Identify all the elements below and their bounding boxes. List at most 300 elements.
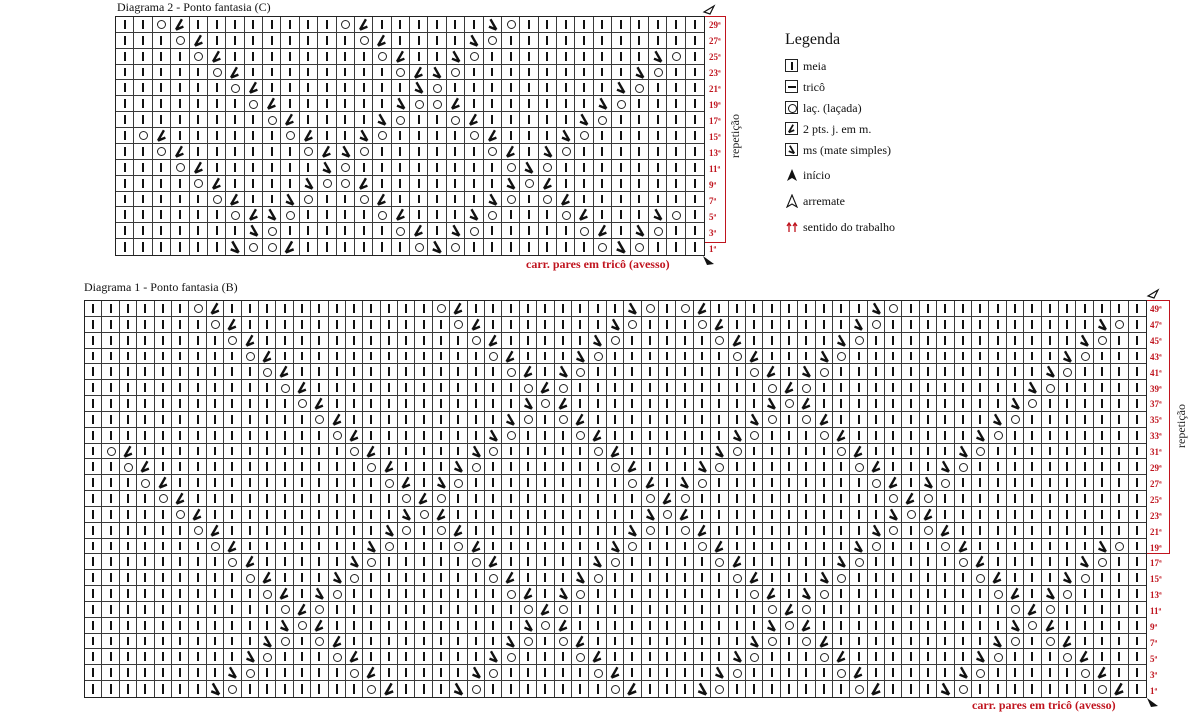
meia-icon — [972, 681, 989, 697]
meia-icon — [885, 649, 902, 665]
ms-icon — [485, 649, 502, 665]
ms-icon — [363, 539, 380, 555]
meia-icon — [428, 207, 446, 223]
meia-icon — [329, 317, 346, 333]
lacada-icon — [555, 412, 572, 428]
meia-icon — [484, 176, 502, 192]
meia-icon — [649, 144, 667, 160]
meia-icon — [281, 80, 299, 96]
meia-icon — [311, 523, 328, 539]
lacada-icon — [572, 586, 589, 602]
meia-icon — [1129, 317, 1146, 333]
meia-icon — [226, 33, 244, 49]
meia-icon — [989, 507, 1006, 523]
two-together-icon — [555, 396, 572, 412]
meia-icon — [155, 634, 172, 650]
ms-icon — [520, 396, 537, 412]
meia-icon — [120, 317, 137, 333]
meia-icon — [642, 586, 659, 602]
meia-icon — [833, 602, 850, 618]
meia-icon — [1042, 649, 1059, 665]
meia-icon — [447, 176, 465, 192]
meia-icon — [746, 618, 763, 634]
lacada-icon — [224, 333, 241, 349]
meia-icon — [207, 349, 224, 365]
meia-icon — [137, 665, 154, 681]
two-together-icon — [373, 33, 391, 49]
lacada-icon — [589, 570, 606, 586]
meia-icon — [686, 176, 704, 192]
meia-icon — [537, 301, 554, 317]
meia-icon — [346, 602, 363, 618]
two-together-icon — [153, 128, 171, 144]
meia-icon — [816, 444, 833, 460]
meia-icon — [989, 317, 1006, 333]
meia-icon — [937, 634, 954, 650]
meia-icon — [85, 681, 102, 697]
lacada-icon — [833, 570, 850, 586]
meia-icon — [363, 301, 380, 317]
two-together-icon — [207, 301, 224, 317]
meia-icon — [902, 380, 919, 396]
ms-icon — [465, 207, 483, 223]
meia-icon — [572, 459, 589, 475]
meia-icon — [300, 96, 318, 112]
meia-icon — [134, 207, 152, 223]
meia-icon — [189, 554, 206, 570]
meia-icon — [102, 459, 119, 475]
meia-icon — [955, 475, 972, 491]
meia-icon — [989, 364, 1006, 380]
meia-icon — [355, 207, 373, 223]
meia-icon — [972, 349, 989, 365]
meia-icon — [624, 380, 641, 396]
meia-icon — [363, 475, 380, 491]
meia-icon — [428, 49, 446, 65]
meia-icon — [433, 428, 450, 444]
lacada-icon — [392, 65, 410, 81]
lacada-icon — [1024, 396, 1041, 412]
meia-icon — [572, 301, 589, 317]
meia-icon — [676, 634, 693, 650]
meia-icon — [120, 602, 137, 618]
meia-icon — [259, 317, 276, 333]
meia-icon — [172, 317, 189, 333]
meia-icon — [190, 65, 208, 81]
meia-icon — [1007, 444, 1024, 460]
meia-icon — [686, 207, 704, 223]
meia-icon — [816, 539, 833, 555]
meia-icon — [607, 507, 624, 523]
legend-label: arremate — [803, 194, 845, 208]
meia-icon — [1129, 681, 1146, 697]
meia-icon — [833, 412, 850, 428]
meia-icon — [624, 649, 641, 665]
meia-icon — [447, 17, 465, 33]
ms-icon — [450, 459, 467, 475]
lacada-icon — [102, 444, 119, 460]
meia-icon — [1111, 333, 1128, 349]
row-number: 21ª — [1150, 526, 1162, 537]
meia-icon — [373, 176, 391, 192]
lacada-icon — [694, 317, 711, 333]
two-together-icon — [624, 459, 641, 475]
meia-icon — [450, 380, 467, 396]
ms-icon — [245, 223, 263, 239]
meia-icon — [555, 681, 572, 697]
row-number: 3ª — [709, 228, 717, 238]
meia-icon — [329, 491, 346, 507]
meia-icon — [920, 444, 937, 460]
lacada-icon — [1059, 586, 1076, 602]
meia-icon — [1024, 444, 1041, 460]
lacada-icon — [224, 681, 241, 697]
meia-icon — [485, 459, 502, 475]
lacada-icon — [676, 301, 693, 317]
meia-icon — [102, 554, 119, 570]
meia-icon — [659, 444, 676, 460]
meia-icon — [624, 491, 641, 507]
lacada-icon — [676, 523, 693, 539]
meia-icon — [955, 412, 972, 428]
ms-icon — [1059, 349, 1076, 365]
row-number: 3ª — [1150, 669, 1158, 680]
meia-icon — [102, 317, 119, 333]
lacada-icon — [816, 649, 833, 665]
meia-icon — [937, 444, 954, 460]
meia-icon — [433, 634, 450, 650]
meia-icon — [318, 80, 336, 96]
meia-icon — [686, 112, 704, 128]
lacada-icon — [798, 602, 815, 618]
two-together-icon — [208, 49, 226, 65]
meia-icon — [1111, 523, 1128, 539]
meia-icon — [102, 396, 119, 412]
meia-icon — [520, 17, 538, 33]
lacada-icon — [520, 412, 537, 428]
meia-icon — [450, 491, 467, 507]
meia-icon — [450, 364, 467, 380]
meia-icon — [102, 491, 119, 507]
two-together-icon — [659, 491, 676, 507]
meia-icon — [502, 475, 519, 491]
meia-icon — [355, 65, 373, 81]
meia-icon — [1059, 539, 1076, 555]
meia-icon — [242, 491, 259, 507]
meia-icon — [781, 570, 798, 586]
meia-icon — [1007, 317, 1024, 333]
meia-icon — [746, 602, 763, 618]
row-number: 35ª — [1150, 415, 1162, 426]
meia-icon — [555, 428, 572, 444]
meia-icon — [263, 33, 281, 49]
meia-icon — [224, 380, 241, 396]
meia-icon — [781, 475, 798, 491]
meia-icon — [398, 634, 415, 650]
legend-label: laç. (laçada) — [803, 101, 862, 115]
meia-icon — [1076, 364, 1093, 380]
meia-icon — [433, 396, 450, 412]
two-together-icon — [245, 207, 263, 223]
meia-icon — [555, 554, 572, 570]
meia-icon — [207, 333, 224, 349]
meia-icon — [1076, 507, 1093, 523]
meia-icon — [428, 144, 446, 160]
meia-icon — [447, 144, 465, 160]
meia-icon — [311, 539, 328, 555]
meia-icon — [1129, 475, 1146, 491]
meia-icon — [381, 333, 398, 349]
meia-icon — [381, 349, 398, 365]
meia-icon — [1007, 649, 1024, 665]
meia-icon — [711, 491, 728, 507]
meia-icon — [102, 634, 119, 650]
ms-icon — [729, 649, 746, 665]
meia-icon — [1094, 491, 1111, 507]
meia-icon — [850, 570, 867, 586]
meia-icon — [1129, 380, 1146, 396]
meia-icon — [337, 239, 355, 255]
meia-icon — [833, 507, 850, 523]
meia-icon — [263, 49, 281, 65]
meia-icon — [102, 428, 119, 444]
meia-icon — [484, 80, 502, 96]
lacada-icon — [226, 80, 244, 96]
meia-icon — [153, 65, 171, 81]
ms-icon — [612, 239, 630, 255]
meia-icon — [433, 444, 450, 460]
meia-icon — [1024, 459, 1041, 475]
meia-icon — [311, 380, 328, 396]
meia-icon — [171, 176, 189, 192]
meia-icon — [920, 301, 937, 317]
meia-icon — [972, 412, 989, 428]
meia-icon — [1024, 428, 1041, 444]
meia-icon — [624, 333, 641, 349]
row-number: 23ª — [1150, 510, 1162, 521]
meia-icon — [1076, 412, 1093, 428]
meia-icon — [450, 634, 467, 650]
meia-icon — [226, 160, 244, 176]
lacada-icon — [833, 444, 850, 460]
meia-icon — [612, 128, 630, 144]
meia-icon — [1094, 475, 1111, 491]
two-together-icon — [346, 649, 363, 665]
meia-icon — [171, 223, 189, 239]
row-number: 15ª — [709, 132, 721, 142]
meia-icon — [1129, 444, 1146, 460]
meia-icon — [346, 539, 363, 555]
meia-icon — [1094, 444, 1111, 460]
ms-icon — [763, 396, 780, 412]
meia-icon — [318, 207, 336, 223]
meia-icon — [465, 239, 483, 255]
meia-icon — [207, 665, 224, 681]
meia-icon — [1042, 491, 1059, 507]
meia-icon — [937, 428, 954, 444]
two-together-icon — [763, 586, 780, 602]
two-together-icon — [502, 144, 520, 160]
meia-icon — [398, 586, 415, 602]
meia-icon — [311, 491, 328, 507]
diagram-1-title: Diagrama 1 - Ponto fantasia (B) — [84, 280, 238, 294]
two-together-icon — [398, 475, 415, 491]
meia-icon — [263, 65, 281, 81]
ms-icon — [450, 681, 467, 697]
meia-icon — [594, 80, 612, 96]
meia-icon — [263, 192, 281, 208]
meia-icon — [1129, 491, 1146, 507]
meia-icon — [607, 523, 624, 539]
meia-icon — [902, 649, 919, 665]
meia-icon — [833, 539, 850, 555]
meia-icon — [1024, 681, 1041, 697]
ms-icon — [868, 523, 885, 539]
meia-icon — [539, 207, 557, 223]
meia-icon — [346, 349, 363, 365]
meia-icon — [207, 649, 224, 665]
meia-icon — [920, 634, 937, 650]
meia-icon — [137, 412, 154, 428]
meia-icon — [226, 144, 244, 160]
meia-icon — [868, 649, 885, 665]
meia-icon — [763, 523, 780, 539]
meia-icon — [972, 491, 989, 507]
ms-icon — [972, 428, 989, 444]
meia-icon — [242, 380, 259, 396]
lacada-icon — [373, 207, 391, 223]
meia-icon — [450, 586, 467, 602]
meia-icon — [468, 396, 485, 412]
ms-icon — [381, 523, 398, 539]
meia-icon — [729, 681, 746, 697]
meia-icon — [1094, 459, 1111, 475]
meia-icon — [263, 160, 281, 176]
meia-icon — [955, 428, 972, 444]
meia-icon — [120, 507, 137, 523]
meia-icon — [171, 128, 189, 144]
meia-icon — [833, 459, 850, 475]
meia-icon — [729, 380, 746, 396]
two-together-icon — [259, 349, 276, 365]
meia-icon — [224, 349, 241, 365]
meia-icon — [224, 507, 241, 523]
meia-icon — [415, 301, 432, 317]
lacada-icon — [337, 160, 355, 176]
meia-icon — [1111, 570, 1128, 586]
meia-icon — [763, 428, 780, 444]
legend-label: tricô — [803, 80, 825, 94]
meia-icon — [172, 649, 189, 665]
meia-icon — [746, 301, 763, 317]
meia-icon — [694, 634, 711, 650]
meia-icon — [171, 96, 189, 112]
meia-icon — [116, 80, 134, 96]
meia-icon — [850, 618, 867, 634]
two-together-icon — [484, 128, 502, 144]
ms-icon — [833, 554, 850, 570]
lacada-icon — [885, 491, 902, 507]
meia-icon — [433, 570, 450, 586]
lacada-icon — [816, 586, 833, 602]
meia-icon — [410, 144, 428, 160]
meia-icon — [329, 618, 346, 634]
row-number: 43ª — [1150, 351, 1162, 362]
ms-icon — [318, 160, 336, 176]
meia-icon — [763, 665, 780, 681]
meia-icon — [1094, 523, 1111, 539]
two-together-icon — [868, 681, 885, 697]
meia-icon — [329, 444, 346, 460]
meia-icon — [120, 396, 137, 412]
meia-icon — [102, 523, 119, 539]
lacada-icon — [465, 223, 483, 239]
two-together-icon — [1111, 681, 1128, 697]
meia-icon — [259, 444, 276, 460]
meia-icon — [155, 444, 172, 460]
meia-icon — [172, 586, 189, 602]
meia-icon — [572, 602, 589, 618]
meia-icon — [575, 33, 593, 49]
meia-icon — [155, 523, 172, 539]
lacada-icon — [392, 112, 410, 128]
meia-icon — [1076, 301, 1093, 317]
meia-icon — [694, 586, 711, 602]
meia-icon — [833, 475, 850, 491]
lacada-icon — [281, 207, 299, 223]
meia-icon — [137, 364, 154, 380]
meia-icon — [502, 301, 519, 317]
ms-icon — [1094, 317, 1111, 333]
two-together-icon — [245, 80, 263, 96]
meia-icon — [555, 570, 572, 586]
meia-icon — [676, 586, 693, 602]
meia-icon — [373, 239, 391, 255]
lacada-icon — [642, 301, 659, 317]
lacada-icon — [208, 192, 226, 208]
two-together-icon — [300, 128, 318, 144]
meia-icon — [539, 112, 557, 128]
meia-icon — [415, 586, 432, 602]
meia-icon — [226, 17, 244, 33]
meia-icon — [1059, 317, 1076, 333]
meia-icon — [667, 144, 685, 160]
meia-icon — [607, 396, 624, 412]
ms-icon — [937, 459, 954, 475]
meia-icon — [868, 333, 885, 349]
meia-icon — [1111, 649, 1128, 665]
meia-icon — [502, 128, 520, 144]
lacada-icon — [520, 380, 537, 396]
meia-icon — [85, 665, 102, 681]
lacada-icon — [410, 239, 428, 255]
meia-icon — [294, 570, 311, 586]
lacada-icon — [937, 539, 954, 555]
meia-icon — [137, 539, 154, 555]
meia-icon — [686, 160, 704, 176]
meia-icon — [1076, 618, 1093, 634]
row-number: 29ª — [709, 20, 721, 30]
meia-icon — [1042, 444, 1059, 460]
meia-icon — [667, 192, 685, 208]
meia-icon — [276, 396, 293, 412]
meia-icon — [281, 33, 299, 49]
meia-icon — [520, 207, 538, 223]
ms-icon — [631, 65, 649, 81]
meia-icon — [589, 396, 606, 412]
meia-icon — [468, 428, 485, 444]
meia-icon — [207, 491, 224, 507]
